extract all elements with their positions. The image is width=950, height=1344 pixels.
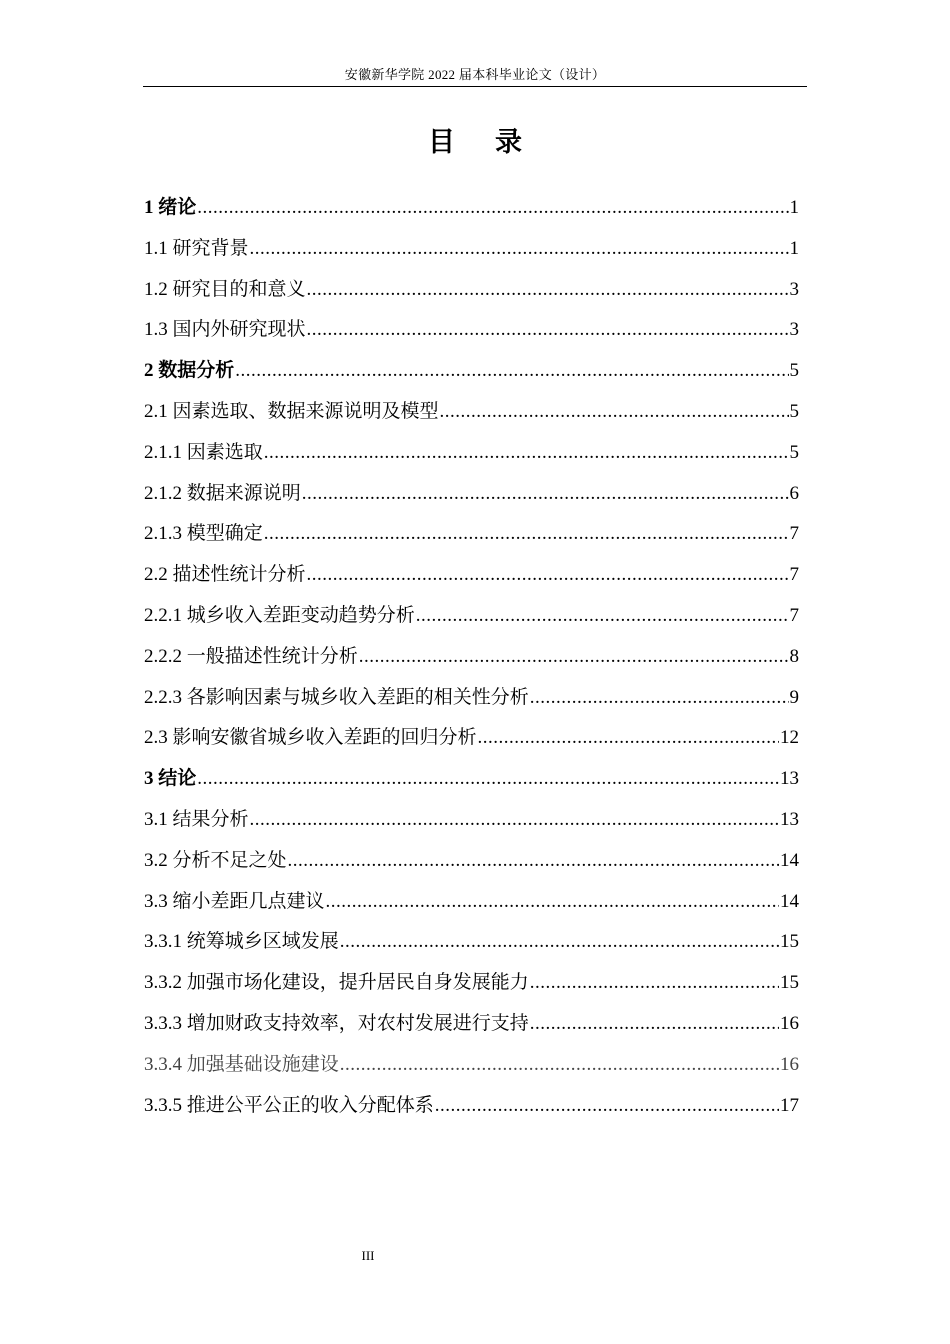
toc-entry-page: 3	[789, 319, 799, 341]
dot-leader	[307, 314, 789, 346]
toc-entry[interactable]	[144, 600, 799, 641]
toc-entry-title: 1.1 研究背景	[144, 237, 249, 259]
toc-entry-page: 6	[789, 482, 799, 504]
toc-entry-page: 16	[780, 1053, 799, 1075]
dot-leader	[288, 845, 779, 877]
toc-entry[interactable]	[144, 886, 799, 927]
dot-leader	[302, 478, 789, 510]
toc-entry-page: 15	[780, 931, 799, 953]
toc-entry[interactable]	[144, 967, 799, 1008]
dot-leader	[359, 641, 789, 673]
dot-leader	[340, 926, 779, 958]
toc-entry-page: 3	[789, 278, 799, 300]
dot-leader	[416, 600, 789, 632]
toc-entry-title: 2.3 影响安徽省城乡收入差距的回归分析	[144, 727, 477, 749]
toc-entry[interactable]	[144, 192, 799, 233]
toc-entry-title: 2.2 描述性统计分析	[144, 564, 306, 586]
toc-entry-title: 1 绪论	[144, 197, 197, 218]
toc-entry-title: 2.2.3 各影响因素与城乡收入差距的相关性分析	[144, 686, 529, 708]
toc-entry-title: 3.3.2 加强市场化建设，提升居民自身发展能力	[144, 972, 529, 994]
toc-entry[interactable]	[144, 682, 799, 723]
dot-leader	[197, 192, 788, 224]
toc-entry[interactable]	[144, 763, 799, 804]
toc-entry[interactable]	[144, 314, 799, 355]
toc-entry-page: 17	[780, 1094, 799, 1116]
toc-entry[interactable]	[144, 437, 799, 478]
dot-leader	[250, 233, 789, 265]
dot-leader	[264, 437, 789, 469]
toc-entry[interactable]	[144, 1008, 799, 1049]
toc-entry[interactable]	[144, 1090, 799, 1131]
toc-entry-page: 1	[789, 197, 799, 218]
dot-leader	[197, 763, 779, 795]
dot-leader	[530, 682, 789, 714]
toc-entry[interactable]	[144, 1049, 799, 1090]
toc-entry[interactable]	[144, 233, 799, 274]
toc-entry-title: 3.3.1 统筹城乡区域发展	[144, 931, 339, 953]
toc-entry-page: 14	[780, 849, 799, 871]
header-rule	[143, 86, 807, 87]
dot-leader	[478, 722, 779, 754]
toc-entry-page: 9	[789, 686, 799, 708]
toc-entry[interactable]	[144, 845, 799, 886]
toc-entry-title: 3.1 结果分析	[144, 808, 249, 830]
dot-leader	[530, 1008, 779, 1040]
toc-entry-page: 5	[789, 400, 799, 422]
toc-entry-title: 2.1.2 数据来源说明	[144, 482, 301, 504]
toc-entry[interactable]	[144, 274, 799, 315]
toc-entry-page: 15	[780, 972, 799, 994]
toc-entry-title: 3.2 分析不足之处	[144, 849, 287, 871]
toc-entry-title: 2.2.2 一般描述性统计分析	[144, 645, 358, 667]
toc-entry-page: 7	[789, 564, 799, 586]
toc-entry-title: 2.2.1 城乡收入差距变动趋势分析	[144, 604, 415, 626]
toc-title-char-2: 录	[495, 127, 522, 158]
toc-entry-title: 3.3.3 增加财政支持效率，对农村发展进行支持	[144, 1012, 529, 1034]
dot-leader	[326, 886, 779, 918]
dot-leader	[435, 1090, 779, 1122]
page-number: III	[361, 1248, 375, 1263]
dot-leader	[440, 396, 789, 428]
dot-leader	[235, 355, 788, 387]
toc-entry-page: 13	[780, 768, 799, 790]
toc-entry-page: 12	[780, 727, 799, 749]
toc-entry[interactable]	[144, 518, 799, 559]
toc-entry[interactable]	[144, 559, 799, 600]
toc-entry-title: 3.3.4 加强基础设施建设	[144, 1053, 339, 1075]
toc-entry[interactable]	[144, 804, 799, 845]
toc-entry[interactable]	[144, 355, 799, 396]
toc-entry[interactable]	[144, 478, 799, 519]
toc-entry[interactable]	[144, 722, 799, 763]
dot-leader	[307, 274, 789, 306]
toc-entry[interactable]	[144, 926, 799, 967]
toc-title-char-1: 目	[428, 127, 455, 158]
toc-entry-page: 1	[789, 237, 799, 259]
toc-entry-title: 2.1.1 因素选取	[144, 441, 263, 463]
toc-entry-title: 1.2 研究目的和意义	[144, 278, 306, 300]
toc-entry-page: 14	[780, 890, 799, 912]
toc-entry[interactable]	[144, 396, 799, 437]
toc-entry-title: 2.1 因素选取、数据来源说明及模型	[144, 400, 439, 422]
toc-list	[144, 192, 799, 1130]
dot-leader	[264, 518, 789, 550]
running-header: 安徽新华学院 2022 届本科毕业论文（设计）	[344, 67, 606, 82]
toc-entry-page: 16	[780, 1012, 799, 1034]
toc-title	[0, 126, 950, 160]
toc-entry-page: 5	[789, 441, 799, 463]
toc-entry-title: 2.1.3 模型确定	[144, 523, 263, 545]
toc-entry-page: 7	[789, 523, 799, 545]
dot-leader	[340, 1049, 779, 1081]
dot-leader	[307, 559, 789, 591]
dot-leader	[250, 804, 779, 836]
toc-entry-page: 7	[789, 604, 799, 626]
toc-entry-title: 3.3 缩小差距几点建议	[144, 890, 325, 912]
toc-entry[interactable]	[144, 641, 799, 682]
toc-entry-title: 2 数据分析	[144, 360, 235, 382]
toc-entry-page: 13	[780, 808, 799, 830]
toc-entry-title: 1.3 国内外研究现状	[144, 319, 306, 341]
dot-leader	[530, 967, 779, 999]
toc-entry-title: 3.3.5 推进公平公正的收入分配体系	[144, 1094, 434, 1116]
toc-entry-page: 5	[789, 360, 799, 382]
toc-entry-title: 3 结论	[144, 768, 197, 790]
toc-entry-page: 8	[789, 645, 799, 667]
